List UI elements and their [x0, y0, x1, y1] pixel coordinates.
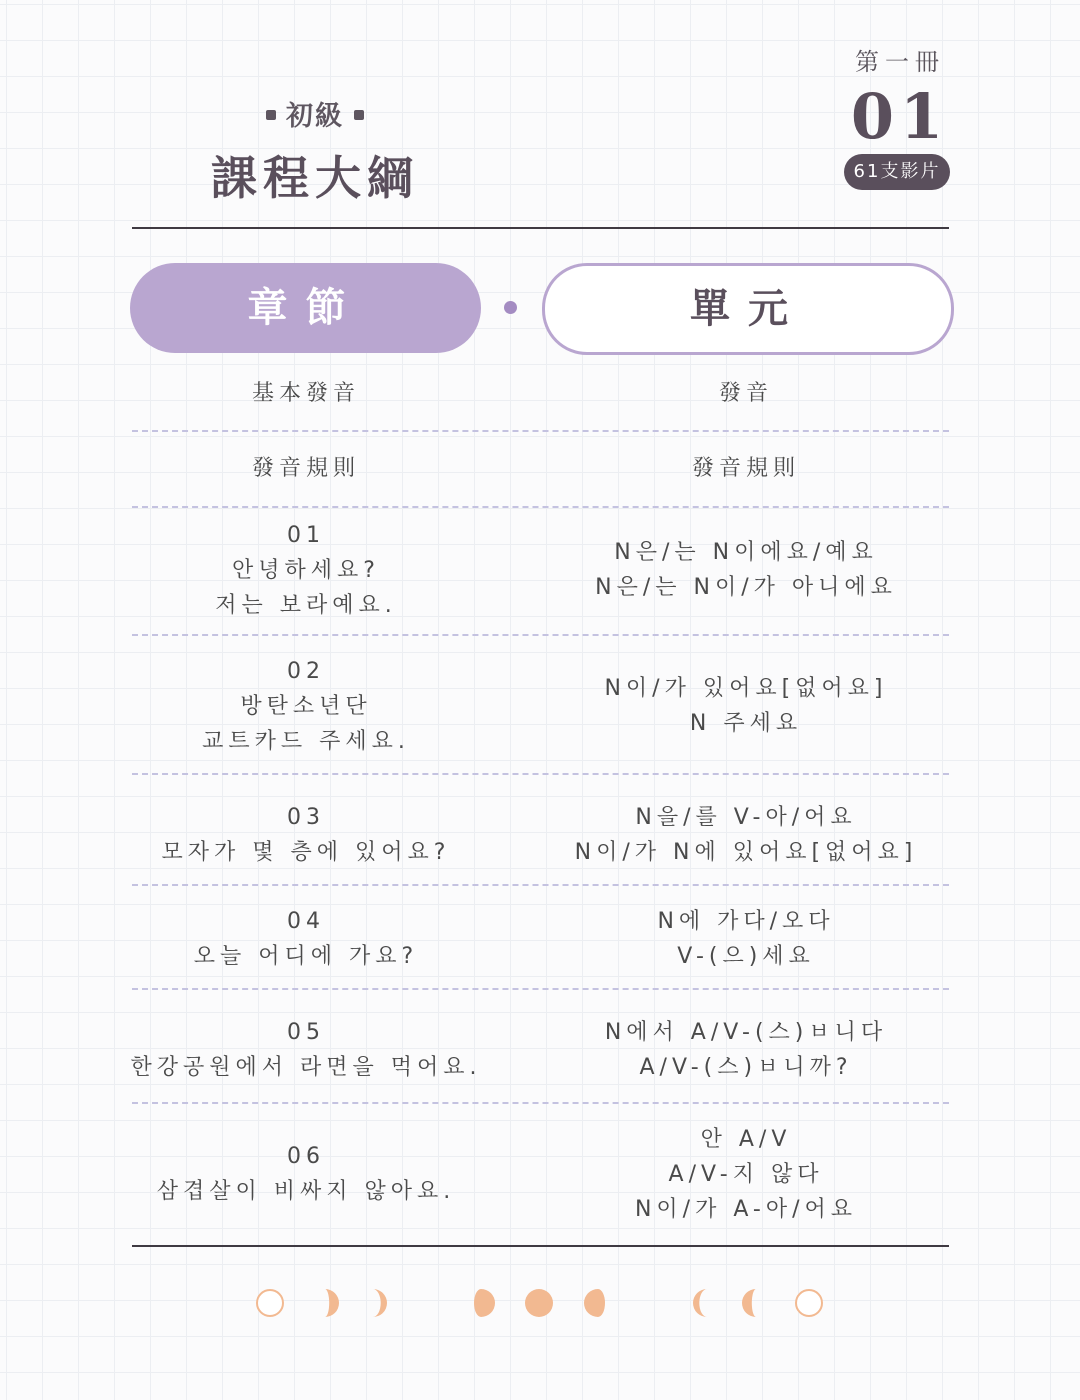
- moon-phase-icon: [525, 1289, 553, 1317]
- unit-cell: [542, 376, 950, 411]
- moon-phases-icon: [255, 1287, 825, 1319]
- moon-phase-icon: [373, 1289, 387, 1317]
- table-row: [130, 782, 950, 888]
- moon-phase-icon: [742, 1289, 756, 1317]
- moon-phase-icon: [325, 1289, 339, 1317]
- chapter-cell: [130, 1015, 482, 1085]
- unit-line: N을/를 V-아/어요: [635, 805, 857, 830]
- chapter-cell: [130, 904, 482, 974]
- unit-line: N이/가 A-아/어요: [634, 1196, 858, 1222]
- unit-line: 發音規則: [691, 455, 800, 481]
- unit-line: 發音: [718, 380, 773, 406]
- table-row: [130, 997, 950, 1103]
- moon-phase-icon: [693, 1289, 707, 1317]
- unit-line: A/V-(스)ㅂ니까?: [639, 1055, 853, 1080]
- unit-cell: [542, 451, 950, 486]
- chapter-cell: [130, 518, 482, 623]
- bottom-divider: [132, 1245, 949, 1247]
- moon-phase-decoration: [255, 1287, 825, 1319]
- table-row: [130, 642, 950, 770]
- chapter-line: 04: [287, 909, 325, 934]
- row-divider: [132, 988, 949, 990]
- table-row: [130, 1110, 950, 1238]
- chapter-line: 發音規則: [251, 455, 360, 481]
- table-row: [130, 446, 950, 490]
- chapter-line: 基本發音: [251, 380, 360, 406]
- chapter-line: 교트카드 주세요.: [202, 728, 410, 754]
- moon-phase-icon: [639, 1289, 653, 1317]
- chapter-column-header: 章節: [130, 263, 481, 353]
- chapter-cell: [130, 654, 482, 759]
- square-bullet-icon: [266, 110, 276, 120]
- unit-line: N 주세요: [689, 711, 803, 736]
- chapter-line: 모자가 몇 층에 있어요?: [161, 840, 451, 865]
- chapter-line: 방탄소년단: [240, 693, 372, 719]
- page-title: 課程大綱: [211, 151, 419, 205]
- unit-cell: [542, 1122, 950, 1227]
- table-row: [130, 371, 950, 415]
- chapter-line: 06: [287, 1144, 325, 1169]
- row-divider: [132, 1102, 949, 1104]
- volume-label: 第一冊: [855, 48, 945, 76]
- unit-column-header: 單元: [542, 263, 954, 355]
- unit-line: 안 A/V: [700, 1126, 792, 1152]
- unit-cell: [542, 671, 950, 741]
- unit-line: N은/는 N이에요/예요: [614, 540, 878, 565]
- chapter-cell: [130, 800, 482, 870]
- row-divider: [132, 430, 949, 432]
- unit-line: N은/는 N이/가 아니에요: [595, 575, 897, 600]
- moon-phase-icon: [584, 1289, 605, 1317]
- chapter-line: 01: [287, 522, 325, 548]
- unit-cell: [542, 535, 950, 605]
- chapter-line: 오늘 어디에 가요?: [193, 944, 419, 969]
- unit-line: V-(으)세요: [677, 944, 815, 969]
- separator-dot-icon: [504, 301, 517, 314]
- unit-line: N이/가 있어요[없어요]: [604, 676, 888, 701]
- level-label: [205, 94, 425, 133]
- row-divider: [132, 634, 949, 636]
- video-count-badge: 61支影片: [844, 154, 950, 190]
- row-divider: [132, 773, 949, 775]
- chapter-line: 저는 보라예요.: [215, 592, 397, 618]
- chapter-line: 02: [287, 658, 325, 684]
- chapter-cell: [130, 376, 482, 411]
- square-bullet-icon: [354, 110, 364, 120]
- unit-cell: [542, 800, 950, 870]
- moon-phase-icon: [474, 1289, 495, 1317]
- row-divider: [132, 506, 949, 508]
- chapter-line: 05: [287, 1020, 325, 1045]
- volume-number: 01: [850, 80, 950, 153]
- level-text: 初級: [286, 101, 344, 132]
- chapter-line: 안녕하세요?: [232, 557, 380, 583]
- unit-line: N이/가 N에 있어요[없어요]: [574, 840, 918, 865]
- unit-line: A/V-지 않다: [668, 1161, 824, 1187]
- chapter-cell: [130, 1139, 482, 1209]
- unit-cell: [542, 904, 950, 974]
- moon-phase-icon: [796, 1290, 822, 1316]
- unit-line: N에 가다/오다: [657, 909, 835, 934]
- chapter-cell: [130, 451, 482, 486]
- chapter-line: 한강공원에서 라면을 먹어요.: [130, 1055, 482, 1080]
- moon-phase-icon: [426, 1289, 440, 1317]
- unit-line: N에서 A/V-(스)ㅂ니다: [604, 1020, 888, 1045]
- unit-cell: [542, 1015, 950, 1085]
- table-row: [130, 510, 950, 630]
- chapter-line: 03: [287, 805, 325, 830]
- table-row: [130, 893, 950, 985]
- row-divider: [132, 884, 949, 886]
- top-divider: [132, 227, 949, 229]
- chapter-line: 삼겹살이 비싸지 않아요.: [156, 1179, 456, 1204]
- moon-phase-icon: [257, 1290, 283, 1316]
